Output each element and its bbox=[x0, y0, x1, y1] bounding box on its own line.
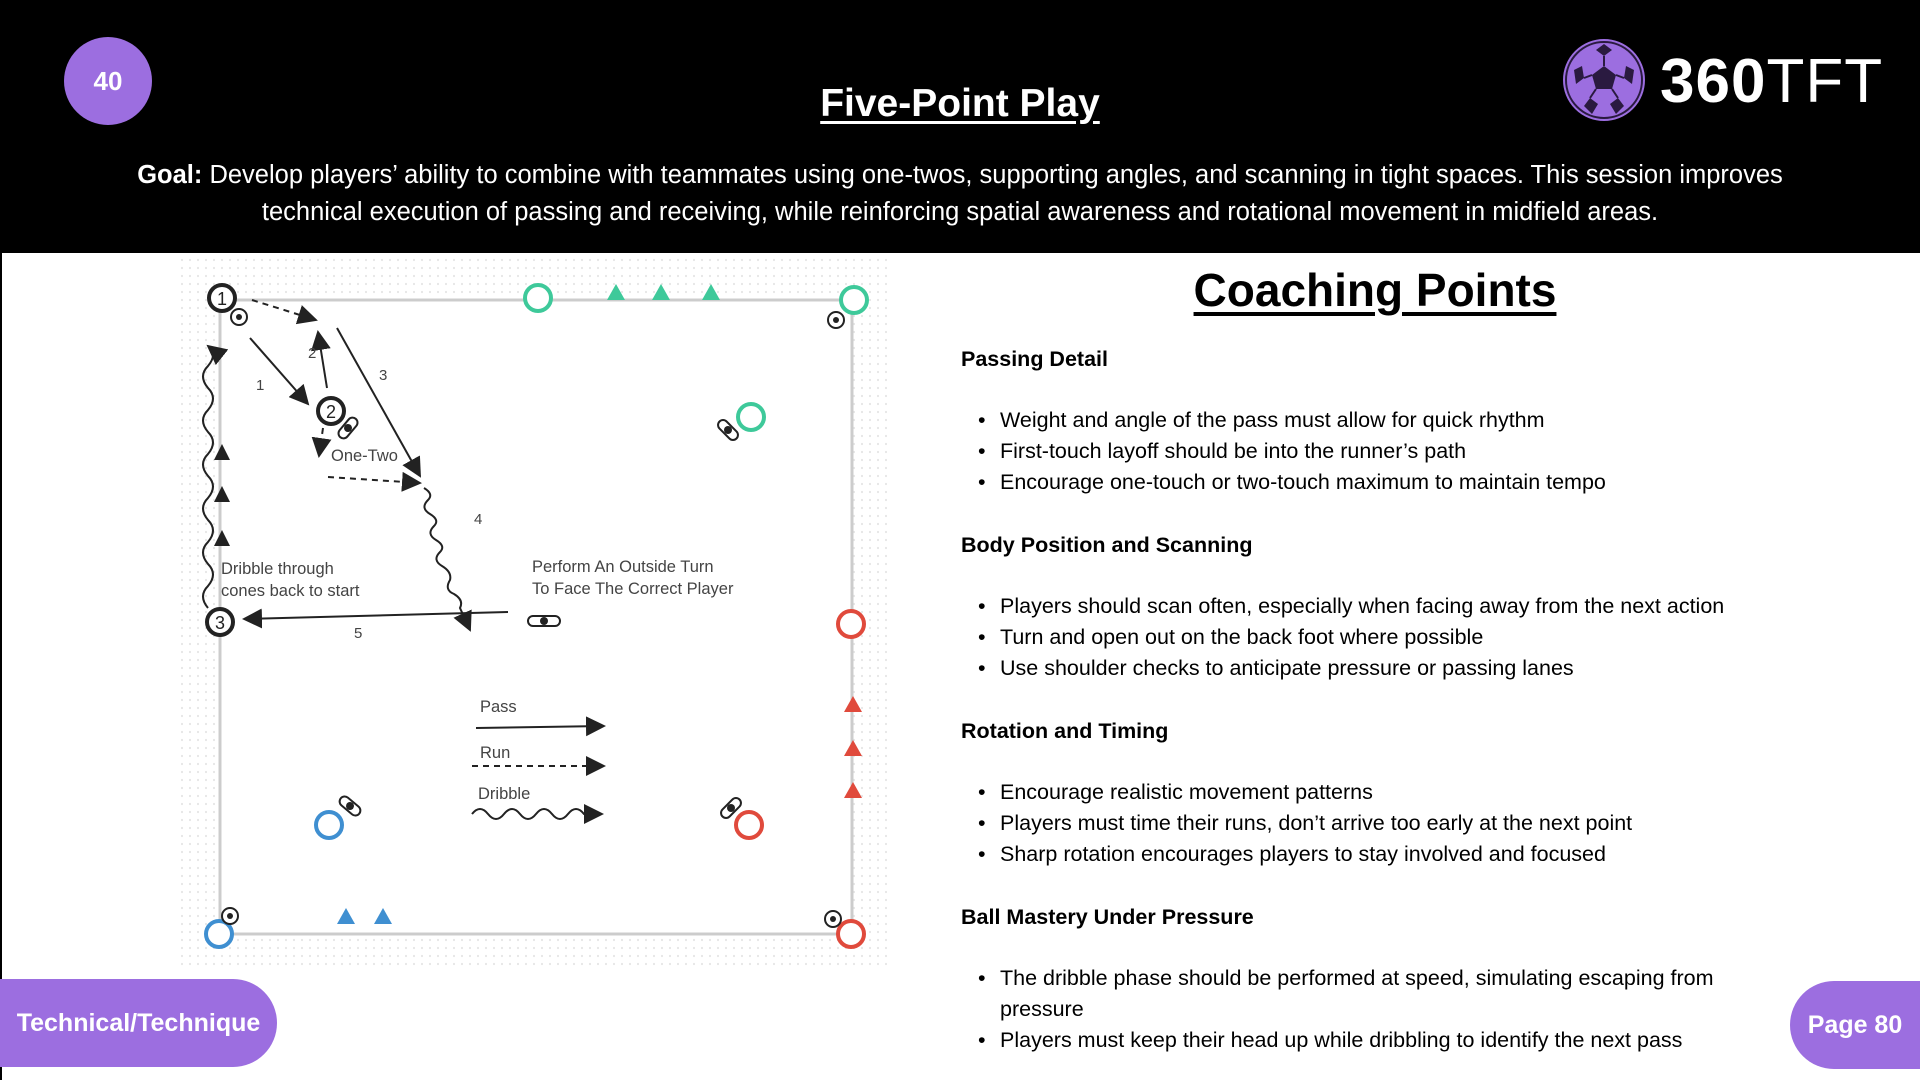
list-item: • Players must time their runs, don’t arrive too early at the next point bbox=[975, 808, 1632, 839]
list-item: • Weight and angle of the pass must allow for quick rhythm bbox=[975, 405, 1606, 436]
left-border-line bbox=[0, 253, 2, 1080]
green-marker-top-right bbox=[841, 287, 867, 313]
session-number-badge: 40 bbox=[64, 37, 152, 125]
sequence-label-2: 2 bbox=[308, 345, 317, 362]
brand-name bbox=[1660, 46, 1883, 117]
coaching-points-title: Coaching Points bbox=[1193, 264, 1557, 316]
ball-mastery-points-list bbox=[975, 963, 1775, 1056]
green-marker-top bbox=[525, 285, 551, 311]
ball-icon bbox=[231, 309, 247, 325]
red-marker-right bbox=[838, 611, 864, 637]
turn-note-line-2: To Face The Correct Player bbox=[532, 580, 734, 598]
legend-dribble-label: Dribble bbox=[478, 785, 531, 803]
drill-diagram bbox=[180, 258, 892, 970]
rotation-points-list bbox=[975, 777, 1632, 870]
section-heading-passing: Passing Detail bbox=[961, 347, 1108, 371]
player-marker-1 bbox=[209, 285, 235, 311]
list-item: • Use shoulder checks to anticipate pressure or passing lanes bbox=[975, 653, 1724, 684]
player-number-2: 2 bbox=[325, 402, 337, 422]
sequence-label-3: 3 bbox=[379, 367, 388, 384]
sequence-label-5: 5 bbox=[354, 625, 363, 642]
brand-name-light: TFT bbox=[1766, 47, 1884, 116]
section-heading-ball-mastery: Ball Mastery Under Pressure bbox=[961, 905, 1254, 929]
player-icon bbox=[528, 616, 560, 626]
ball-icon bbox=[222, 908, 238, 924]
passing-points-list bbox=[975, 405, 1606, 498]
player-marker-3 bbox=[207, 609, 233, 635]
player-number-3: 3 bbox=[214, 613, 226, 633]
goal-text: Develop players’ ability to combine with teammates using one-twos, supporting angles, and scanning in tight spaces. This session improves technical execution of passing and receiving, while reinforcing spatial awareness and rotational movement in midfield areas. bbox=[202, 161, 1783, 226]
blue-marker-lower bbox=[316, 812, 342, 838]
list-item: • First-touch layoff should be into the runner’s path bbox=[975, 436, 1606, 467]
category-tag: Technical/Technique bbox=[0, 979, 277, 1067]
list-item: • The dribble phase should be performed at speed, simulating escaping from pressure bbox=[975, 963, 1775, 1025]
page-title: Five-Point Play bbox=[820, 82, 1100, 125]
list-item: • Players must keep their head up while dribbling to identify the next pass bbox=[975, 1025, 1775, 1056]
turn-note-line-1: Perform An Outside Turn bbox=[532, 558, 714, 576]
blue-marker-bottom-left bbox=[206, 921, 232, 947]
list-item: • Turn and open out on the back foot where possible bbox=[975, 622, 1724, 653]
player-marker-2 bbox=[318, 398, 344, 424]
brand-name-bold: 360 bbox=[1660, 47, 1767, 116]
goal-label: Goal: bbox=[137, 161, 203, 189]
dribble-note-line-1: Dribble through bbox=[221, 560, 334, 578]
list-item: • Encourage realistic movement patterns bbox=[975, 777, 1632, 808]
green-marker-mid bbox=[738, 404, 764, 430]
sequence-label-4: 4 bbox=[474, 511, 483, 528]
section-heading-rotation: Rotation and Timing bbox=[961, 719, 1169, 743]
body-position-points-list bbox=[975, 591, 1724, 684]
list-item: • Sharp rotation encourages players to stay involved and focused bbox=[975, 839, 1632, 870]
ball-icon bbox=[828, 312, 844, 328]
one-two-label: One-Two bbox=[331, 447, 398, 465]
player-number-1: 1 bbox=[216, 289, 228, 309]
red-marker-bottom-right bbox=[838, 921, 864, 947]
legend-pass-label: Pass bbox=[480, 698, 517, 716]
brand bbox=[1560, 36, 1890, 126]
red-marker-lower bbox=[736, 812, 762, 838]
list-item: • Players should scan often, especially when facing away from the next action bbox=[975, 591, 1724, 622]
list-item: • Encourage one-touch or two-touch maximum to maintain tempo bbox=[975, 467, 1606, 498]
goal-statement bbox=[130, 157, 1790, 231]
page-number-badge: Page 80 bbox=[1790, 981, 1920, 1069]
header-bar bbox=[0, 0, 1920, 253]
ball-icon bbox=[825, 911, 841, 927]
legend-run-label: Run bbox=[480, 744, 511, 762]
dribble-note-line-2: cones back to start bbox=[221, 582, 360, 600]
section-heading-body-position: Body Position and Scanning bbox=[961, 533, 1253, 557]
sequence-label-1: 1 bbox=[256, 377, 265, 394]
soccer-ball-logo-icon bbox=[1560, 36, 1648, 124]
